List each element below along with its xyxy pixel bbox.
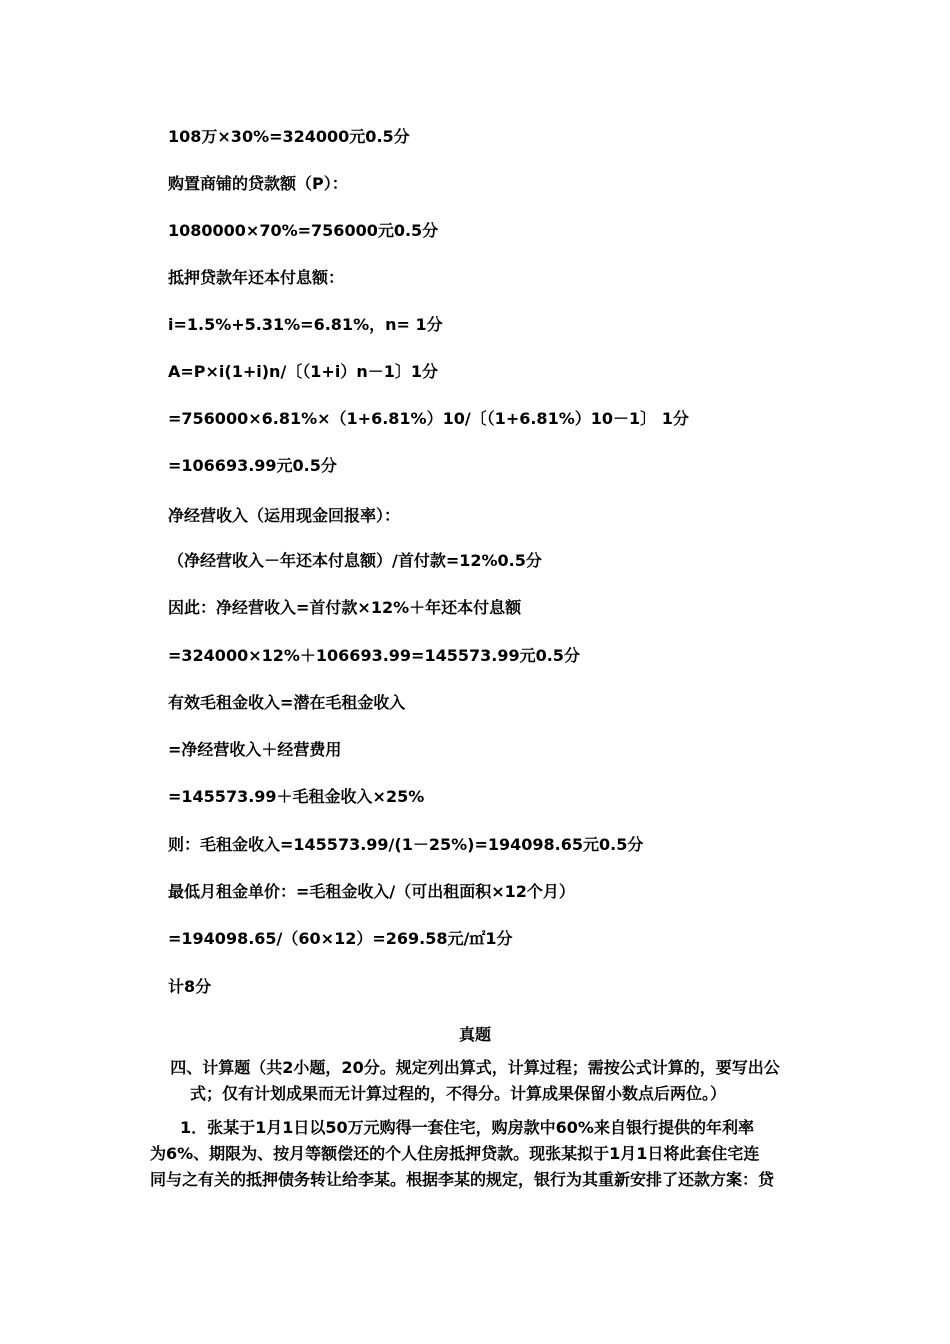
solution-line-17: 最低月租金单价：=毛租金收入/（可出租面积×12个月） — [168, 882, 575, 901]
question-1-line-1: 1．张某于1月1日以50万元购得一套住宅，购房款中60%来自银行提供的年利率 — [180, 1118, 754, 1137]
solution-line-15: =145573.99＋毛租金收入×25% — [168, 787, 425, 806]
section-instructions-line-2: 式；仅有计划成果而无计算过程的，不得分。计算成果保留小数点后两位。） — [190, 1084, 727, 1103]
solution-line-6: A=P×i(1+i)n/〔（1+i）n－1〕1分 — [168, 362, 438, 381]
solution-line-13: 有效毛租金收入=潜在毛租金收入 — [168, 693, 406, 712]
section-heading: 真题 — [458, 1025, 491, 1044]
solution-line-4: 抵押贷款年还本付息额： — [168, 268, 345, 287]
solution-line-8: =106693.99元0.5分 — [168, 456, 337, 475]
solution-line-1: 108万×30%=324000元0.5分 — [168, 127, 410, 146]
section-instructions — [150, 1055, 800, 1107]
solution-line-16: 则：毛租金收入=145573.99/(1－25%)=194098.65元0.5分 — [168, 835, 644, 854]
question-1-line-3: 同与之有关的抵押债务转让给李某。根据李某的规定，银行为其重新安排了还款方案：贷 — [150, 1170, 775, 1189]
solution-line-2: 购置商铺的贷款额（P）： — [168, 174, 348, 193]
solution-line-14: =净经营收入＋经营费用 — [168, 740, 342, 759]
question-1 — [150, 1115, 802, 1193]
solution-line-10: （净经营收入－年还本付息额）/首付款=12%0.5分 — [168, 551, 542, 570]
solution-line-5: i=1.5%+5.31%=6.81%，n= 1分 — [168, 315, 443, 334]
solution-line-3: 1080000×70%=756000元0.5分 — [168, 221, 439, 240]
question-1-line-2: 为6%、期限为、按月等额偿还的个人住房抵押贷款。现张某拟于1月1日将此套住宅连 — [150, 1144, 760, 1163]
section-instructions-line-1: 四、计算题（共2小题，20分。规定列出算式，计算过程；需按公式计算的，要写出公 — [170, 1058, 780, 1077]
solution-line-18: =194098.65/（60×12）=269.58元/㎡1分 — [168, 929, 513, 948]
solution-line-19: 计8分 — [168, 977, 212, 996]
solution-line-9: 净经营收入（运用现金回报率）： — [168, 506, 401, 525]
solution-line-11: 因此：净经营收入=首付款×12%＋年还本付息额 — [168, 598, 522, 617]
solution-line-12: =324000×12%＋106693.99=145573.99元0.5分 — [168, 646, 580, 665]
solution-line-7: =756000×6.81%×（1+6.81%）10/〔（1+6.81%）10－1〕 1分 — [168, 409, 689, 428]
